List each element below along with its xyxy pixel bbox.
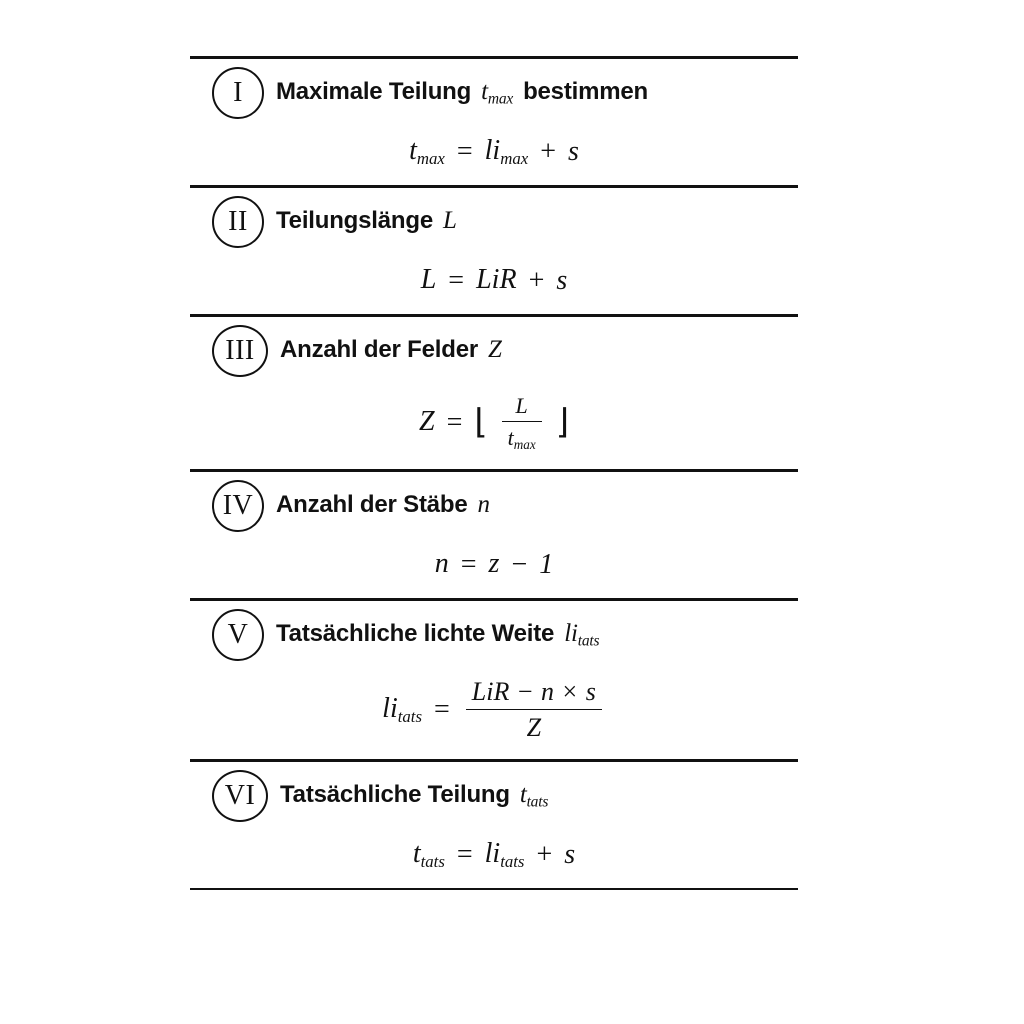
floor-bracket-open: ⌊	[474, 404, 488, 442]
step-5	[190, 601, 798, 759]
step-2-numeral: II	[212, 196, 264, 248]
step-2	[190, 188, 798, 314]
step-1-header	[190, 59, 798, 121]
step-5-title	[276, 620, 599, 650]
step-2-header	[190, 188, 798, 250]
step-3-numeral: III	[212, 325, 268, 377]
step-4	[190, 472, 798, 598]
step-6-title-symbol: $t_{tats}$	[519, 780, 549, 811]
step-1-title-text: Maximale Teilung	[276, 77, 472, 105]
step-4-title-symbol: n	[477, 490, 490, 518]
step-3-title	[280, 336, 502, 366]
step-6	[190, 762, 798, 888]
step-5-formula: $li_{tats}$ = $\frac{\text{LiR − n × s}}{Z}$	[190, 663, 798, 759]
step-5-header	[190, 601, 798, 663]
step-3-fraction: $\frac{L}{t_{max}}$	[502, 393, 542, 453]
step-1-title-suffix: bestimmen	[523, 77, 648, 105]
step-3-formula: Z = ⌊ $\frac{L}{t_{max}}$ ⌋	[418, 393, 569, 453]
step-3-fraction-denominator: $t_{max}$	[502, 421, 542, 453]
step-2-title-symbol: L	[442, 206, 457, 234]
step-2-title	[276, 207, 457, 237]
step-2-formula: L = LiR + s	[420, 264, 568, 297]
step-5-numeral: V	[212, 609, 264, 661]
step-6-header	[190, 762, 798, 824]
step-1-title	[276, 78, 648, 108]
step-4-title	[276, 491, 490, 521]
step-4-numeral: IV	[212, 480, 264, 532]
step-5-fraction-numerator: LiR − n × s	[471, 677, 596, 707]
step-1-numeral: I	[212, 67, 264, 119]
step-4-formula: n = z − 1	[434, 548, 554, 581]
step-6-title-text: Tatsächliche Teilung	[280, 780, 510, 808]
step-3-title-symbol: Z	[487, 335, 502, 363]
divider-bottom	[190, 888, 798, 890]
step-5-title-text: Tatsächliche lichte Weite	[276, 619, 555, 647]
floor-bracket-close: ⌋	[555, 404, 569, 442]
step-3-title-text: Anzahl der Felder	[280, 335, 478, 363]
step-1	[190, 59, 798, 185]
steps-list	[190, 56, 798, 890]
step-3-header	[190, 317, 798, 379]
step-5-title-symbol: $li_{tats}$	[564, 619, 600, 650]
step-6-title	[280, 781, 548, 811]
step-6-numeral: VI	[212, 770, 268, 822]
step-5-fraction-denominator: Z	[466, 709, 602, 743]
step-1-formula: $t_{max}$ = $li_{max}$ + s	[409, 135, 579, 169]
step-5-fraction	[466, 677, 602, 743]
step-1-title-symbol: $t_{max}$	[481, 77, 514, 108]
step-2-title-text: Teilungslänge	[276, 206, 433, 234]
step-6-formula: $t_{tats}$ = $li_{tats}$ + s	[412, 838, 576, 872]
step-3	[190, 317, 798, 469]
step-4-title-text: Anzahl der Stäbe	[276, 490, 468, 518]
step-4-header	[190, 472, 798, 534]
